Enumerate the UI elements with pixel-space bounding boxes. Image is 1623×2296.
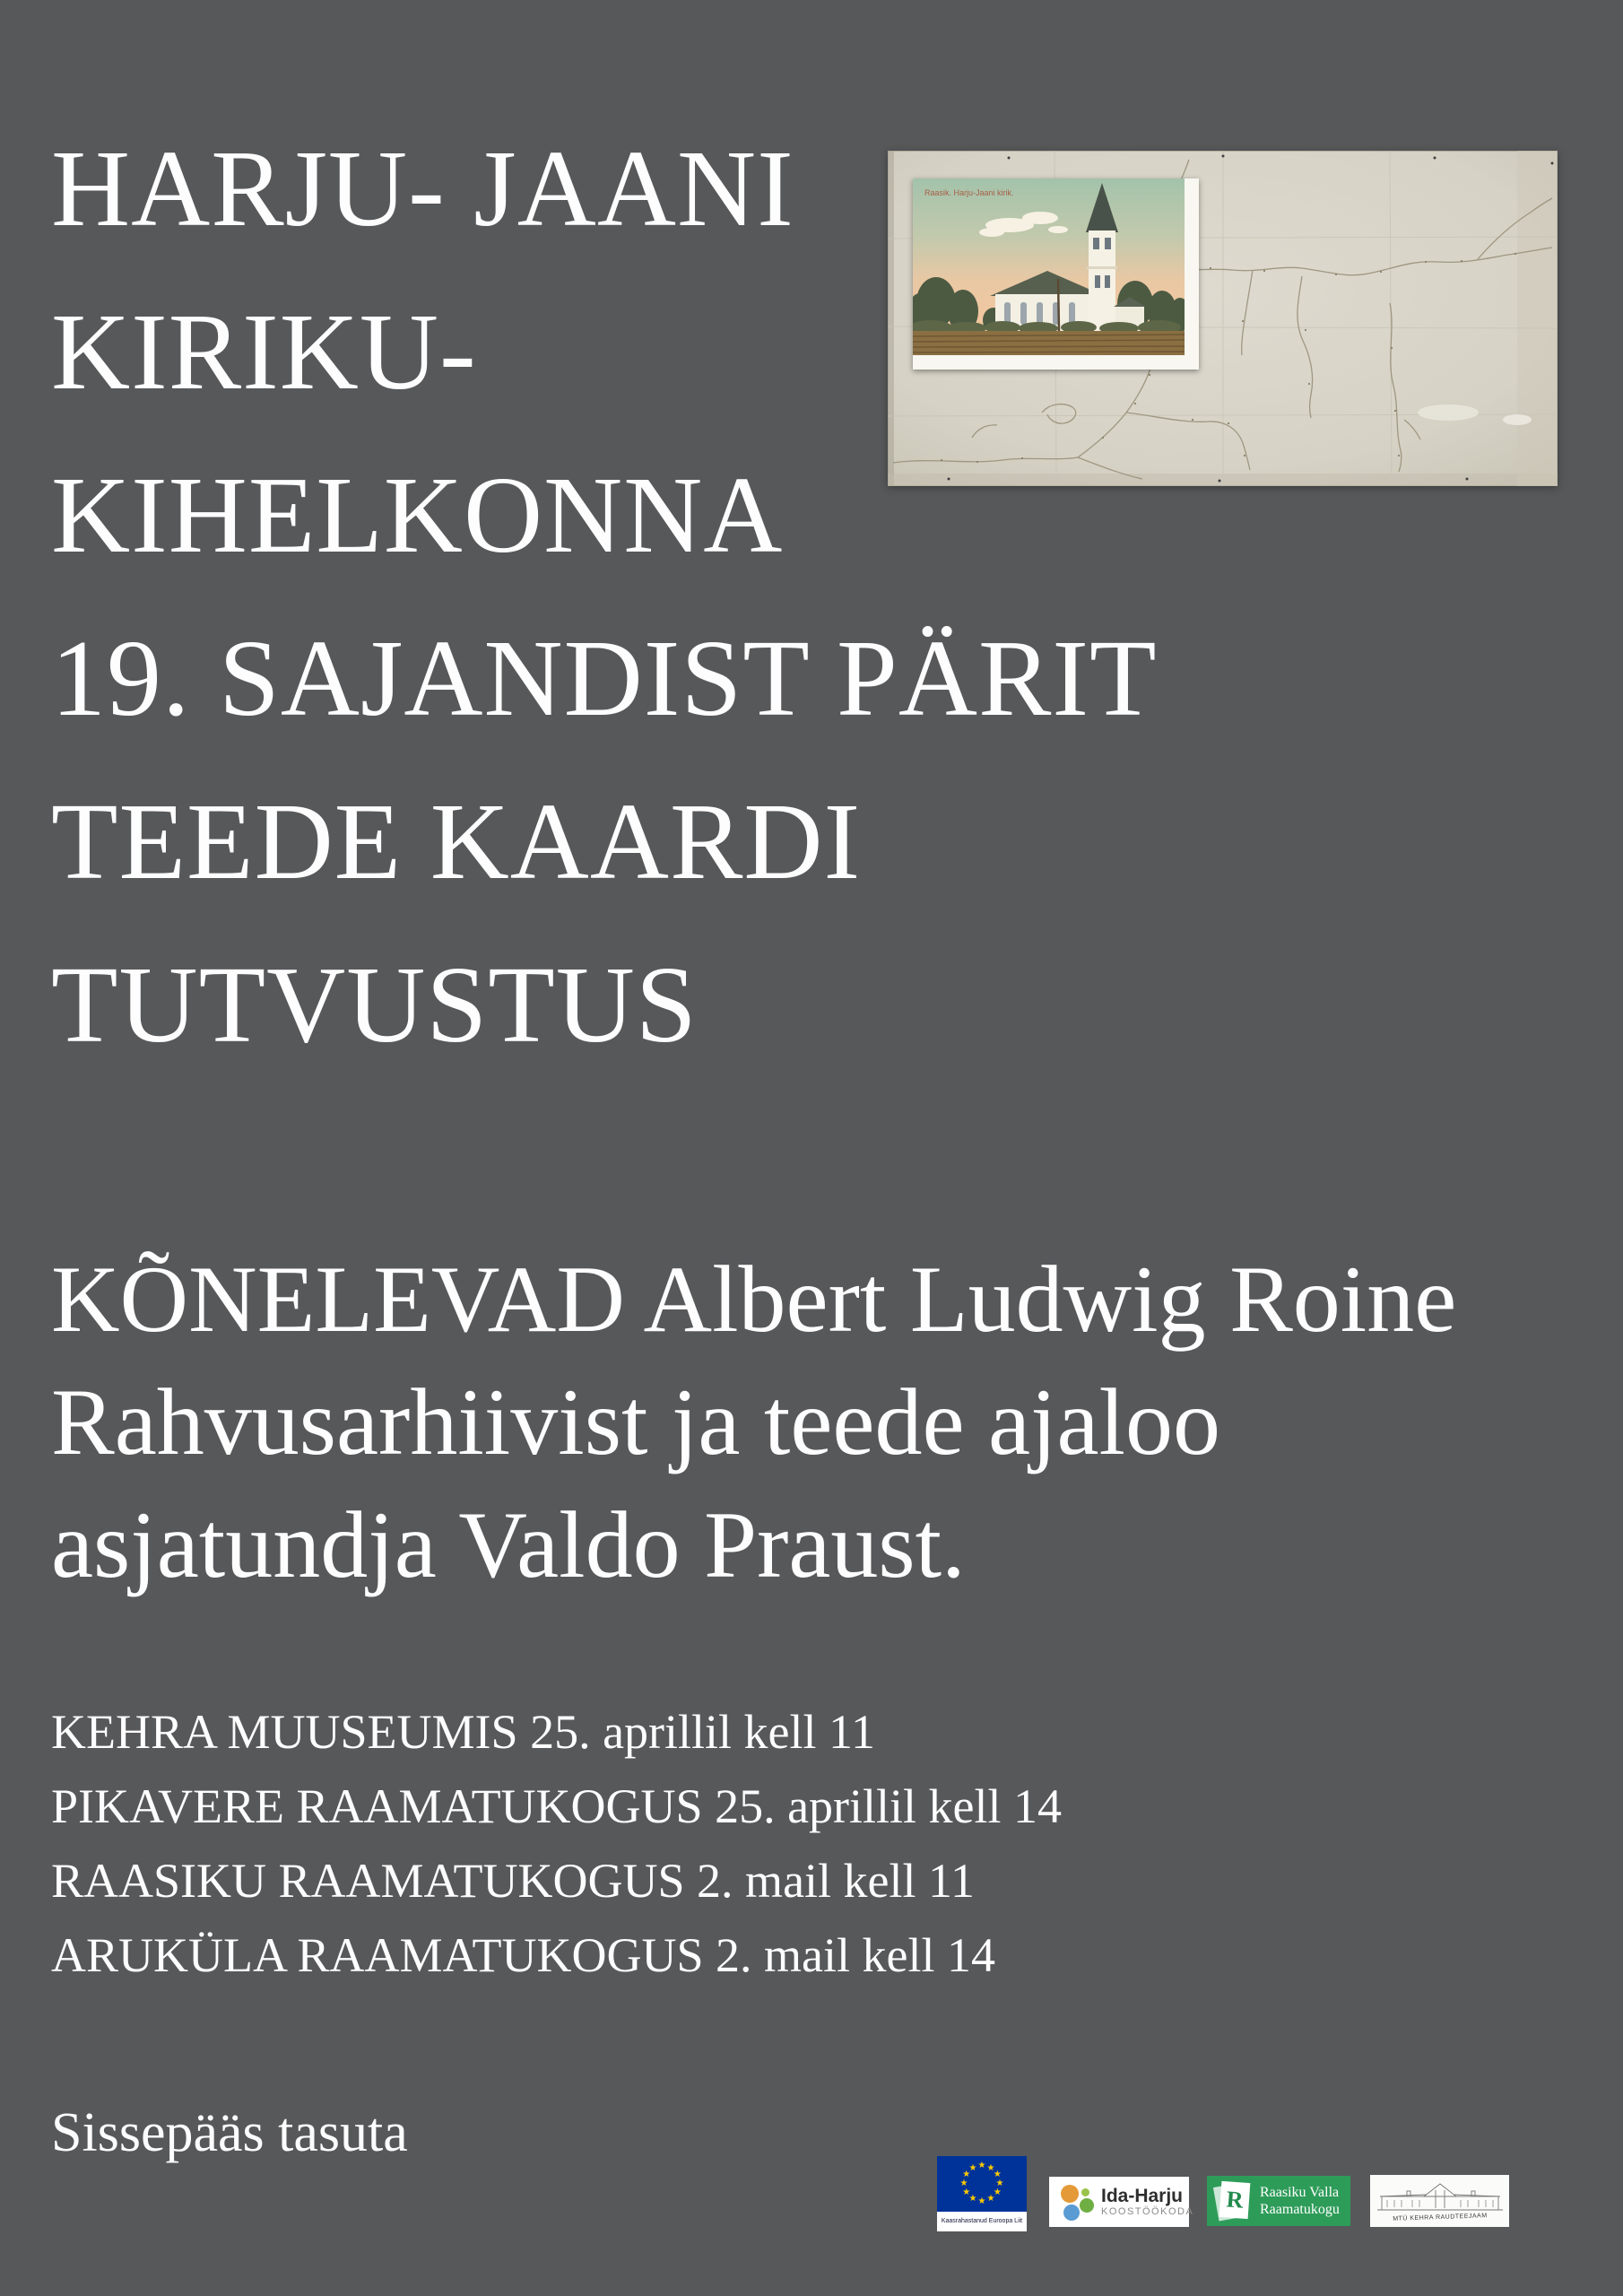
eu-funding-caption: Kaasrahastanud Euroopa Liit [937, 2212, 1027, 2231]
postcard-caption: Raasik. Harju-Jaani kirik. [924, 188, 1014, 197]
raasiku-line1: Raasiku Valla [1260, 2185, 1340, 2200]
event-item: PIKAVERE RAAMATUKOGUS 25. aprillil kell 14 [51, 1779, 1063, 1833]
title-line: KIHELKONNA [51, 455, 784, 576]
speakers-paragraph [51, 1238, 1456, 1606]
speakers-line: Rahvusarhiivist ja teede ajaloo [51, 1370, 1220, 1474]
kehra-building-sketch-icon [1373, 2178, 1507, 2224]
admission-note: Sissepääs tasuta [51, 2102, 408, 2163]
event-item: KEHRA MUUSEUMIS 25. aprillil kell 11 [51, 1705, 876, 1759]
church-postcard [913, 178, 1199, 370]
title-line: TUTVUSTUS [51, 944, 698, 1065]
ida-harju-logo [1049, 2177, 1194, 2227]
title-line: HARJU- JAANI [51, 128, 794, 249]
raasiku-r-letter: R [1219, 2181, 1251, 2219]
speakers-line: asjatundja Valdo Praust. [51, 1492, 966, 1597]
raasiku-line2: Raamatukogu [1260, 2202, 1340, 2217]
event-list [51, 1695, 1062, 1993]
church-illustration [913, 178, 1185, 355]
title-line: KIRIKU- [51, 291, 477, 413]
eu-funding-logo [937, 2156, 1027, 2231]
raasiku-book-icon [1214, 2179, 1252, 2222]
title-line: 19. SAJANDIST PÄRIT [51, 618, 1158, 739]
eu-flag-icon: ★ ★ ★ ★ ★ ★ ★ ★ ★ ★ ★ ★ [937, 2156, 1027, 2212]
event-item: RAASIKU RAAMATUKOGUS 2. mail kell 11 [51, 1854, 976, 1908]
kehra-station-logo [1370, 2175, 1509, 2227]
ida-harju-subtitle: KOOSTÖÖKODA [1101, 2206, 1194, 2217]
kehra-logo-caption: MTÜ KEHRA RAUDTEEJAAM [1392, 2213, 1488, 2222]
ida-harju-circles-icon [1056, 2182, 1094, 2222]
raasiku-library-logo [1207, 2176, 1350, 2226]
speakers-line: KÕNELEVAD Albert Ludwig Roine [51, 1247, 1457, 1352]
event-item: ARUKÜLA RAAMATUKOGUS 2. mail kell 14 [51, 1928, 995, 1982]
historic-map-photo [888, 151, 1558, 486]
title-line: TEEDE KAARDI [51, 781, 862, 902]
ida-harju-name: Ida-Harju [1101, 2186, 1184, 2206]
